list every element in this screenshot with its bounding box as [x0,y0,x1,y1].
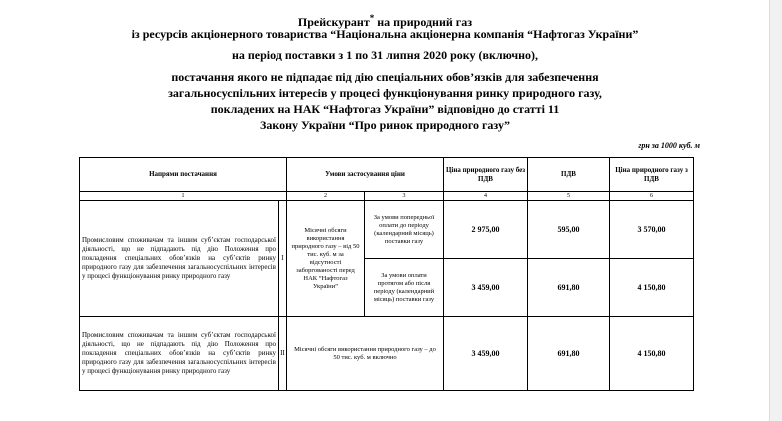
scope-line-4: Закону України “Про ринок природного газу” [260,118,510,132]
table-header-row [80,158,694,192]
price-with-vat: 4 150,80 [610,317,694,391]
vat-value: 691,80 [528,317,610,391]
document-subtitle: із ресурсів акціонерного товариства “Національна акціонерна компанія “Нафтогаз України” [131,27,639,41]
column-number: 6 [610,192,694,201]
vat-value: 691,80 [528,259,610,317]
row-roman-number: I [279,201,287,317]
direction-cell: Промисловим споживачам та іншим суб’єктам господарської діяльності, що не підпадають під дію Положення про покладення спеціальних обов’язків на суб’єктів ринку природного газу для забезпечення загальносуспільних інтересів у процесі функціонування ринку природного газу [80,317,279,391]
condition-main: Місячні обсяги використання природного газу – від 50 тис. куб. м за відсутності заборгованості перед НАК “Нафтогаз України” [287,201,365,317]
header-conditions: Умови застосування ціни [287,158,444,192]
condition-small-volume: Місячні обсяги використання природного газу – до 50 тис. куб. м включно [287,317,444,391]
price-table [79,157,694,391]
column-number: 2 [287,192,365,201]
price-unit: грн за 1000 куб. м [638,141,700,150]
table-row [80,201,694,259]
header-vat: ПДВ [528,158,610,192]
scope-line-3: покладених на НАК “Нафтогаз України” відповідно до статті 11 [210,102,560,116]
price-with-vat: 4 150,80 [610,259,694,317]
column-number: 3 [365,192,444,201]
table-row [80,317,694,391]
scrollbar[interactable] [769,0,782,421]
header-price-no-vat: Ціна природного газу без ПДВ [444,158,528,192]
condition-postpay: За умови оплати протягом або після періоду (календарний місяць) поставки газу [365,259,444,317]
price-with-vat: 3 570,00 [610,201,694,259]
condition-prepay: За умови попередньої оплати до періоду (календарний місяць) поставки газу [365,201,444,259]
price-no-vat: 3 459,00 [444,317,528,391]
footnote-star: * [369,13,375,23]
direction-cell: Промисловим споживачам та іншим суб’єктам господарської діяльності, що не підпадають під дію Положення про покладення спеціальних обов’язків на суб’єктів ринку природного газу для забезпечення загальносуспільних інтересів у процесі функціонування ринку природного газу [80,201,279,317]
scope-line-2: загальносуспільних інтересів у процесі функціонування ринку природного газу, [168,86,602,100]
column-number: 5 [528,192,610,201]
price-no-vat: 3 459,00 [444,259,528,317]
column-number-row [80,192,694,201]
delivery-period: на період поставки з 1 по 31 липня 2020 року (включно), [231,48,539,62]
header-price-with-vat: Ціна природного газу з ПДВ [610,158,694,192]
column-number: 4 [444,192,528,201]
header-direction: Напрями постачання [80,158,287,192]
price-no-vat: 2 975,00 [444,201,528,259]
vat-value: 595,00 [528,201,610,259]
document-title: Прейскурант* на природний газ [297,13,473,29]
row-roman-number: II [279,317,287,391]
scope-line-1: постачання якого не підпадає під дію спеціальних обов’язків для забезпечення [171,70,599,84]
column-number: 1 [80,192,287,201]
